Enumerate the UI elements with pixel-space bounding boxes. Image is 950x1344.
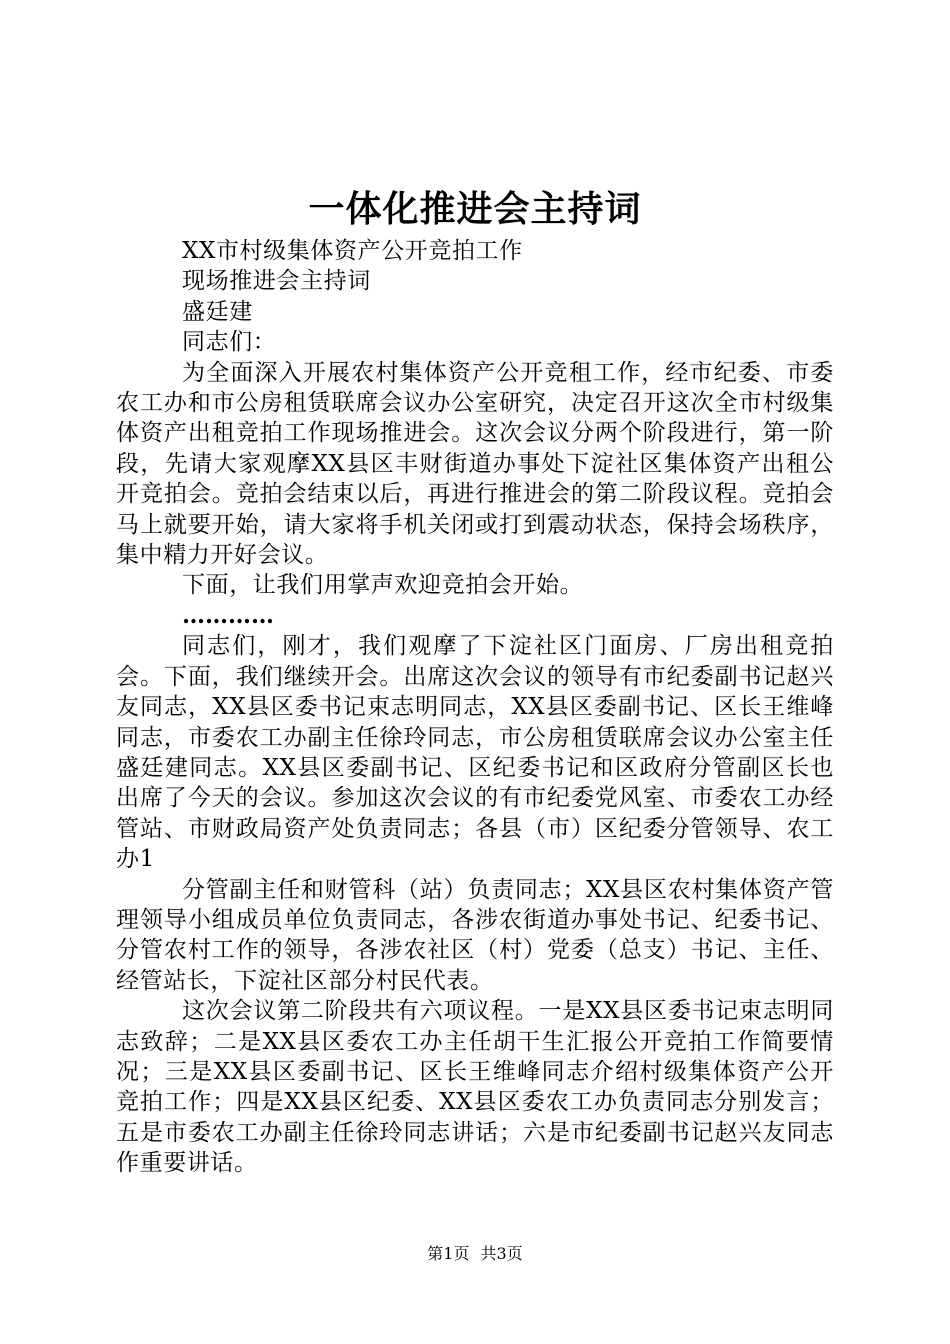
paragraph-applause: 下面，让我们用掌声欢迎竞拍会开始。 (182, 572, 584, 599)
paragraph-agenda: 这次会议第二阶段共有六项议程。一是XX县区委书记束志明同志致辞；二是XX县区委农工办主任胡干生汇报公开竞拍工作简要情况；三是XX县区委副书记、区长王维峰同志介绍村级集体资产公开竞拍工作；四是XX县区纪委、XX县区委农工办负责同志分别发言；五是市委农工办副主任徐玲同志讲话；六是市纪委副书记赵兴友同志作重要讲话。 (116, 998, 834, 1177)
ellipsis-separator: ………… (182, 601, 274, 629)
page-number: 第1页 (427, 1244, 470, 1263)
document-title: 一体化推进会主持词 (308, 188, 642, 230)
page-footer (0, 1244, 950, 1264)
page-total: 共3页 (480, 1244, 523, 1263)
paragraph-opening: 为全面深入开展农村集体资产公开竞租工作，经市纪委、市委农工办和市公房租赁联席会议办公室研究，决定召开这次全市村级集体资产出租竞拍工作现场推进会。这次会议分两个阶段进行，第一阶段，先请大家观摩XX县区丰财街道办事处下淀社区集体资产出租公开竞拍会。竞拍会结束以后，再进行推进会的第二阶段议程。竞拍会马上就要开始，请大家将手机关闭或打到震动状态，保持会场秩序，集中精力开好会议。 (116, 359, 834, 569)
salutation: 同志们： (182, 329, 277, 356)
paragraph-attendees: 同志们，刚才，我们观摩了下淀社区门面房、厂房出租竞拍会。下面，我们继续开会。出席这次会议的领导有市纪委副书记赵兴友同志，XX县区委书记束志明同志，XX县区委副书记、区长王维峰同志，市委农工办副主任徐玲同志，市公房租赁联席会议办公室主任盛廷建同志。XX县区委副书记、区纪委书记和区政府分管副区长也出席了今天的会议。参加这次会议的有市纪委党风室、市委农工办经管站、市财政局资产处负责同志；各县（市）区纪委分管领导、农工办1 (116, 633, 834, 873)
author-name: 盛廷建 (182, 298, 253, 325)
heading-line-1: XX市村级集体资产公开竞拍工作 (182, 238, 523, 264)
paragraph-attendees-continued: 分管副主任和财管科（站）负责同志；XX县区农村集体资产管理领导小组成员单位负责同志，各涉农街道办事处书记、纪委书记、分管农村工作的领导，各涉农社区（村）党委（总支）书记、主任、经管站长，下淀社区部分村民代表。 (116, 876, 834, 994)
document-body (116, 236, 834, 1179)
heading-line-2: 现场推进会主持词 (182, 268, 371, 295)
